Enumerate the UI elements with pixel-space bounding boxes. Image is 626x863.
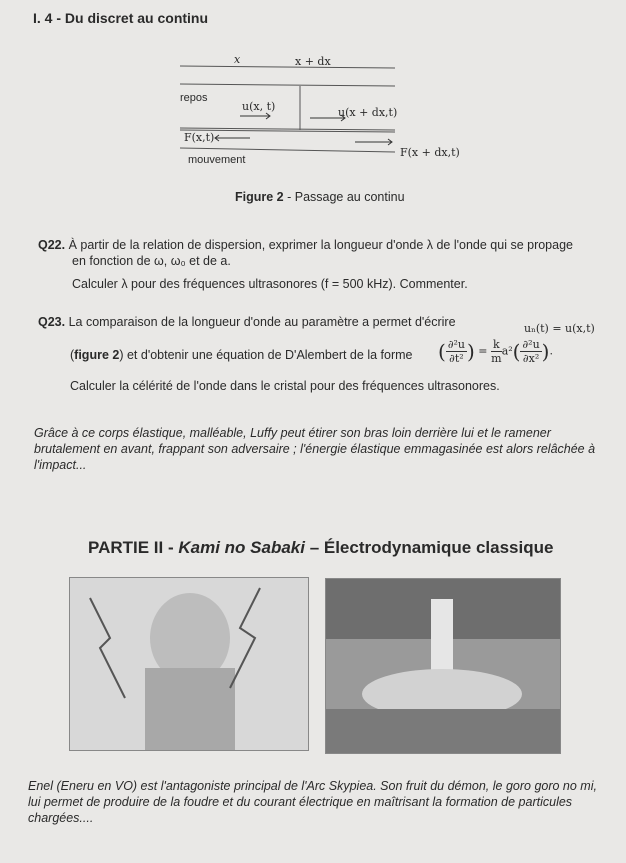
q23-line2-text: ) et d'obtenir une équation de D'Alembert de la forme (119, 348, 413, 362)
Fdx-label: F(x + dx,t) (400, 146, 460, 159)
part-2-title (88, 538, 553, 558)
figure-caption (235, 190, 405, 204)
q23-line3: Calculer la célérité de l'onde dans le cristal pour des fréquences ultrasonores. (70, 379, 500, 393)
section-title: I. 4 - Du discret au continu (33, 10, 209, 26)
figure-caption-prefix: Figure 2 (235, 190, 284, 204)
thunder-village-illustration (325, 578, 561, 754)
figure-2 (170, 48, 460, 173)
xdx-label: x + dx (295, 55, 331, 68)
luffy-paragraph: Grâce à ce corps élastique, malléable, Luffy peut étirer son bras loin derrière lui et le ramener brutalement en avant, frappant son adversaire ; l'énergie élastique emmagasinée est alors relâchée à l'impact... (34, 426, 596, 472)
q22-line1: À partir de la relation de dispersion, exprimer la longueur d'onde λ de l'onde qui se propage (68, 238, 573, 252)
F-label: F(x,t) (184, 131, 215, 144)
q22-line3: Calculer λ pour des fréquences ultrasonores (f = 500 kHz). Commenter. (72, 277, 468, 291)
udx-label: u(x + dx,t) (338, 106, 398, 119)
part-2-prefix: PARTIE II - (88, 538, 179, 557)
question-22 (38, 237, 598, 253)
x-label: x (234, 53, 241, 66)
q23-line1-formula: uₙ(t) = u(x,t) (524, 322, 595, 335)
q22-label: Q22. (38, 238, 66, 252)
repos-label: repos (180, 92, 208, 104)
q23-line2-prefix: figure 2 (74, 348, 120, 362)
q23-line2: (figure 2) et d'obtenir une équation de D'Alembert de la forme (70, 348, 413, 362)
q22-line2: en fonction de ω, ω₀ et de a. (72, 254, 231, 268)
mouvement-label: mouvement (188, 154, 246, 166)
q23-label: Q23. (38, 315, 66, 329)
part-2-suffix: – Électrodynamique classique (304, 538, 554, 557)
figure-caption-text: - Passage au continu (283, 190, 405, 204)
q23-line1: La comparaison de la longueur d'onde au paramètre a permet d'écrire (68, 315, 456, 329)
question-23 (38, 314, 456, 330)
u-label: u(x, t) (242, 100, 276, 113)
part-2-italic: Kami no Sabaki (178, 538, 305, 557)
enel-paragraph: Enel (Eneru en VO) est l'antagoniste principal de l'Arc Skypiea. Son fruit du démon, le goro goro no mi, lui permet de produire de la foudre et du courant électrique en maîtrisant la formation de particules chargées.... (28, 779, 597, 825)
dalembert-equation: ( $\frac{\text{∂²u}}{\text{∂t²}}$ ) = $\frac{k}{m}$ a²( $\frac{\text{∂²u}}{\text{∂x²}}$ ). (438, 338, 553, 365)
enel-illustration (69, 577, 309, 751)
